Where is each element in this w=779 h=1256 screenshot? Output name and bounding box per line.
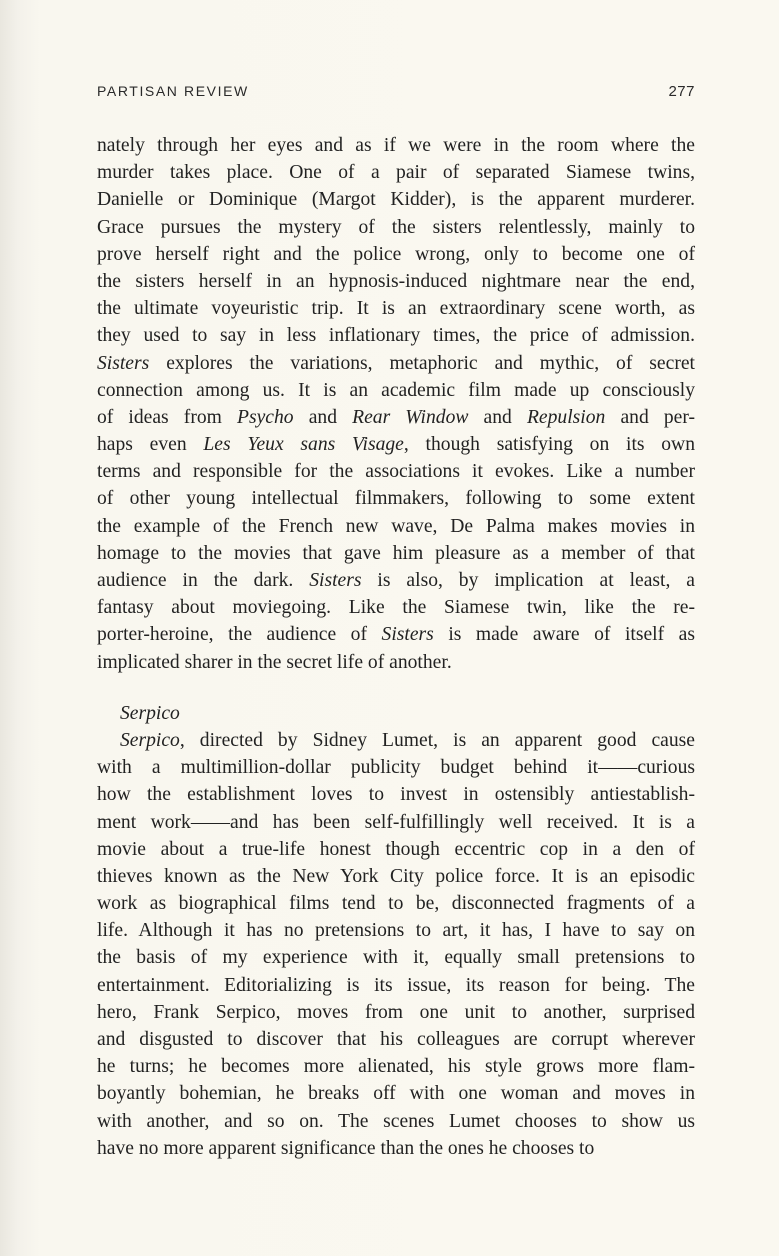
text-run: he turns; he becomes more alienated, his style grows more flam-	[97, 1056, 695, 1078]
text-run: murder takes place. One of a pair of separated Siamese twins,	[97, 162, 695, 184]
text-run: the basis of my experience with it, equally small pretensions to	[97, 947, 695, 969]
text-line	[97, 1053, 695, 1080]
text-run: terms and responsible for the associations it evokes. Like a number	[97, 461, 695, 483]
italic-title: Serpico	[120, 729, 180, 751]
paragraph-sisters	[97, 132, 695, 676]
text-line	[97, 999, 695, 1026]
text-line	[97, 513, 695, 540]
text-line	[97, 781, 695, 808]
text-line	[97, 431, 695, 458]
text-run: porter-heroine, the audience of	[97, 624, 382, 646]
text-run: and disgusted to discover that his colleagues are corrupt wherever	[97, 1029, 695, 1050]
text-line	[97, 241, 695, 268]
text-line	[97, 377, 695, 404]
text-run: homage to the movies that gave him pleasure as a member of that	[97, 542, 695, 564]
text-line	[97, 594, 695, 621]
text-line	[97, 836, 695, 863]
text-run: the ultimate voyeuristic trip. It is an extraordinary scene worth, as	[97, 298, 695, 320]
text-run: of ideas from	[97, 406, 237, 428]
text-line	[97, 214, 695, 241]
text-run: the sisters herself in an hypnosis-induced nightmare near the end,	[97, 270, 695, 292]
section-heading-serpico: Serpico	[120, 702, 180, 724]
text-line	[97, 972, 695, 999]
text-run: of other young intellectual filmmakers, following to some extent	[97, 488, 695, 510]
text-line	[97, 159, 695, 186]
text-line	[97, 1135, 695, 1162]
text-run: is made aware of itself as	[433, 624, 695, 646]
text-run: the example of the French new wave, De Palma makes movies in	[97, 515, 695, 537]
text-line	[97, 186, 695, 213]
text-run: implicated sharer in the secret life of another.	[97, 651, 452, 673]
text-line	[97, 917, 695, 944]
text-run: and	[468, 406, 527, 428]
page-number: 277	[668, 83, 695, 100]
text-run: is also, by implication at least, a	[361, 570, 695, 591]
section-gap	[97, 676, 695, 700]
text-run: , directed by Sidney Lumet, is an apparent good cause	[179, 729, 695, 751]
journal-title: PARTISAN REVIEW	[97, 83, 249, 99]
text-run: life. Although it has no pretensions to art, it has, I have to say on	[97, 920, 695, 942]
text-line	[97, 727, 695, 754]
text-run: Grace pursues the mystery of the sisters relentlessly, mainly to	[97, 216, 695, 238]
text-run: have no more apparent significance than the ones he chooses to	[97, 1137, 595, 1159]
text-run: they used to say in less inflationary times, the price of admission.	[97, 325, 695, 347]
italic-title: Psycho	[237, 406, 294, 428]
text-run: Danielle or Dominique (Margot Kidder), is the apparent murderer.	[97, 189, 695, 211]
text-run: and	[293, 406, 353, 428]
text-line	[97, 132, 695, 159]
text-line	[97, 295, 695, 322]
text-run: haps even	[97, 434, 204, 456]
text-run: boyantly bohemian, he breaks off with one woman and moves in	[97, 1083, 695, 1105]
italic-title: Rear Window	[352, 406, 469, 428]
text-run: how the establishment loves to invest in ostensibly antiestablish-	[97, 784, 695, 806]
text-line	[97, 540, 695, 567]
body-text	[97, 132, 695, 1162]
text-line	[97, 350, 695, 377]
text-line	[97, 1108, 695, 1135]
paragraph-serpico	[97, 727, 695, 1162]
text-run: explores the variations, metaphoric and mythic, of secret	[149, 352, 695, 374]
running-head	[97, 83, 695, 100]
text-line	[97, 322, 695, 349]
text-run: work as biographical films tend to be, disconnected fragments of a	[97, 893, 695, 915]
text-line	[97, 485, 695, 512]
text-line	[97, 809, 695, 836]
italic-title: Sisters	[381, 624, 434, 646]
text-run: entertainment. Editorializing is its issue, its reason for being. The	[97, 974, 695, 996]
text-line	[97, 754, 695, 781]
text-run: connection among us. It is an academic film made up consciously	[97, 379, 695, 401]
italic-title: Sisters	[309, 570, 362, 591]
text-run: hero, Frank Serpico, moves from one unit to another, surprised	[97, 1001, 695, 1023]
text-run: nately through her eyes and as if we were in the room where the	[97, 135, 695, 156]
text-run: ment work——and has been self-fulfillingly well received. It is a	[97, 811, 695, 833]
text-run: with a multimillion-dollar publicity budget behind it——curious	[97, 757, 695, 779]
text-line	[97, 944, 695, 971]
text-run: prove herself right and the police wrong, only to become one of	[97, 243, 695, 265]
text-line	[97, 621, 695, 648]
italic-title: Les Yeux sans Visage	[203, 434, 404, 456]
text-line	[97, 268, 695, 295]
text-line	[97, 1026, 695, 1053]
italic-title: Repulsion	[526, 406, 606, 428]
text-line	[97, 458, 695, 485]
text-run: with another, and so on. The scenes Lumet chooses to show us	[97, 1110, 695, 1132]
text-run: and per-	[605, 406, 695, 428]
text-run: , though satisfying on its own	[403, 434, 696, 456]
italic-title: Sisters	[97, 352, 150, 374]
text-run: audience in the dark.	[97, 570, 310, 591]
text-line	[97, 863, 695, 890]
text-line	[97, 404, 695, 431]
text-line	[97, 1080, 695, 1107]
text-run: thieves known as the New York City police force. It is an episodic	[97, 865, 695, 887]
text-run: fantasy about moviegoing. Like the Siamese twin, like the re-	[97, 597, 695, 619]
text-line	[97, 567, 695, 594]
text-line	[97, 649, 695, 676]
text-run: movie about a true-life honest though eccentric cop in a den of	[97, 838, 695, 860]
text-line	[97, 890, 695, 917]
